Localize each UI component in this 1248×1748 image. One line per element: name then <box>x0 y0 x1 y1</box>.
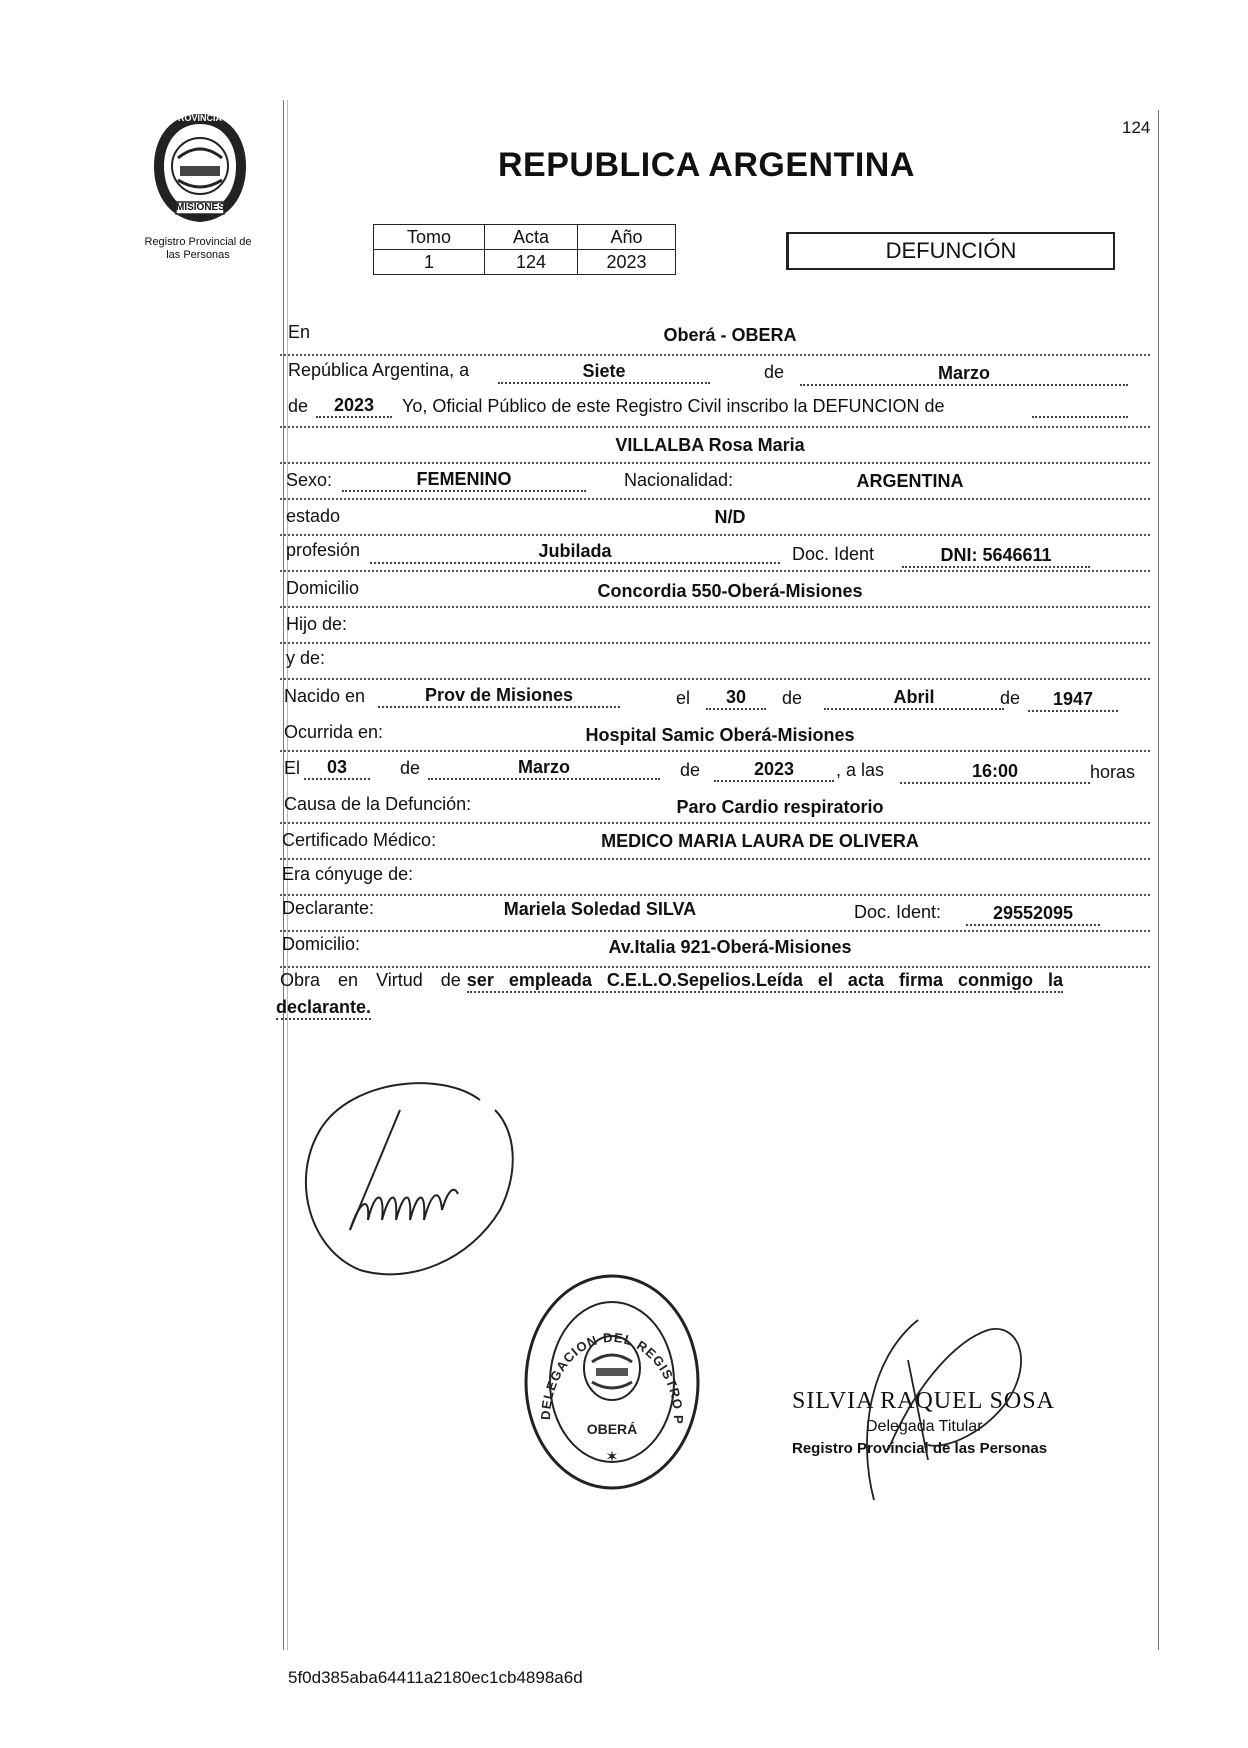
obra-text-continuation: declarante. <box>276 996 371 1020</box>
value-muerte-mes: Marzo <box>428 756 660 780</box>
value-nacido-anio: 1947 <box>1028 688 1118 712</box>
registry-table <box>373 224 676 275</box>
row-certificado <box>280 822 1150 860</box>
row-muerte-fecha <box>280 750 1150 786</box>
label-oficial: Yo, Oficial Público de este Registro Civil inscribo la DEFUNCION de <box>402 396 945 416</box>
row-year <box>280 390 1150 428</box>
value-domicilio2: Av.Italia 921-Oberá-Misiones <box>608 937 852 957</box>
label-causa: Causa de la Defunción: <box>284 794 472 814</box>
value-nacido-lugar: Prov de Misiones <box>378 684 620 708</box>
label-doc: Doc. Ident <box>792 544 875 564</box>
declarant-signature-icon <box>290 1070 530 1290</box>
obra-text: ser empleada C.E.L.O.Sepelios.Leída el acta firma conmigo la <box>467 970 1063 993</box>
label-domicilio: Domicilio <box>286 578 360 598</box>
label-republica: República Argentina, a <box>288 360 470 380</box>
registry-table-values <box>374 250 676 275</box>
row-domicilio2 <box>280 930 1150 968</box>
row-fecha <box>280 354 1150 390</box>
row-nacido <box>280 678 1150 714</box>
registry-value-anio: 2023 <box>578 250 676 275</box>
page-title: REPUBLICA ARGENTINA <box>498 146 915 184</box>
obra-word-4: de <box>440 970 461 990</box>
label-nacido: Nacido en <box>284 686 366 706</box>
registry-header-anio: Año <box>578 225 676 250</box>
row-yde <box>280 642 1150 680</box>
label-muerte-de2: de <box>680 760 701 780</box>
label-sexo: Sexo: <box>286 470 333 490</box>
row-ocurrida <box>280 714 1150 752</box>
registry-header-acta: Acta <box>485 225 578 250</box>
value-estado: N/D <box>714 507 746 527</box>
value-muerte-dia: 03 <box>304 756 370 780</box>
label-conyuge: Era cónyuge de: <box>282 864 414 884</box>
label-profesion: profesión <box>286 540 361 560</box>
value-certificado: MEDICO MARIA LAURA DE OLIVERA <box>601 831 919 851</box>
row-hijo <box>280 606 1150 644</box>
registry-table-header <box>374 225 676 250</box>
value-sexo: FEMENINO <box>342 468 586 492</box>
row-obra <box>276 966 1150 1026</box>
value-nacido-dia: 30 <box>706 686 766 710</box>
logo-text-top: PROVINCIA DE <box>172 113 237 123</box>
value-profesion: Jubilada <box>370 540 780 564</box>
label-domicilio2: Domicilio: <box>282 934 361 954</box>
value-declarante: Mariela Soledad SILVA <box>503 899 697 919</box>
delegation-seal <box>520 1270 704 1494</box>
seal-ring-text: DELEGACION DEL REGISTRO P <box>537 1329 687 1425</box>
obra-word-1: Obra <box>280 970 321 990</box>
value-causa: Paro Cardio respiratorio <box>676 797 884 817</box>
label-nacido-de2: de <box>1000 688 1021 708</box>
value-nacido-mes: Abril <box>824 686 1004 710</box>
row-conyuge <box>280 858 1150 896</box>
label-alas: , a las <box>836 760 885 780</box>
row-sexo <box>280 462 1150 500</box>
value-en: Oberá - OBERA <box>663 325 797 345</box>
label-horas: horas <box>1090 762 1136 782</box>
value-domicilio: Concordia 550-Oberá-Misiones <box>597 581 863 601</box>
seal-icon <box>520 1270 704 1494</box>
dots-oficial <box>1032 394 1128 418</box>
signatory-role: Delegada Titular <box>866 1418 983 1435</box>
label-hijo: Hijo de: <box>286 614 348 634</box>
row-name <box>280 426 1150 464</box>
label-de: de <box>764 362 785 382</box>
seal-city: OBERÁ <box>586 1421 638 1437</box>
label-el: el <box>676 688 691 708</box>
signatory-name: SILVIA RAQUEL SOSA <box>792 1388 1055 1414</box>
value-nacionalidad: ARGENTINA <box>856 471 964 491</box>
label-el2: El <box>284 758 301 778</box>
value-muerte-hora: 16:00 <box>900 760 1090 784</box>
right-margin-rule <box>1158 110 1159 1650</box>
record-type-box: DEFUNCIÓN <box>786 232 1115 270</box>
label-nacido-de1: de <box>782 688 803 708</box>
label-en: En <box>288 322 311 342</box>
value-day-word: Siete <box>498 360 710 384</box>
label-doc2: Doc. Ident: <box>854 902 942 922</box>
row-en <box>280 318 1150 356</box>
row-profesion <box>280 534 1150 572</box>
value-year: 2023 <box>316 394 392 418</box>
logo-text-bottom: MISIONES <box>176 202 225 213</box>
logo-caption-line2: las Personas <box>166 249 230 261</box>
registry-value-acta: 124 <box>485 250 578 275</box>
seal-star-icon: ✶ <box>605 1447 619 1466</box>
obra-word-2: en <box>338 970 359 990</box>
value-ocurrida: Hospital Samic Oberá-Misiones <box>585 725 855 745</box>
label-muerte-de1: de <box>400 758 421 778</box>
document-hash: 5f0d385aba64411a2180ec1cb4898a6d <box>288 1668 583 1687</box>
row-declarante <box>280 894 1150 932</box>
label-year-prefix: de <box>288 396 309 416</box>
signatory-office: Registro Provincial de las Personas <box>792 1440 1048 1457</box>
page-number: 124 <box>1122 118 1151 137</box>
obra-line-1 <box>280 970 1150 993</box>
row-causa <box>280 786 1150 824</box>
obra-word-3: Virtud <box>376 970 423 990</box>
logo-caption-line1: Registro Provincial de <box>144 236 252 248</box>
value-deceased-name: VILLALBA Rosa Maria <box>615 435 805 455</box>
label-estado: estado <box>286 506 341 526</box>
label-certificado: Certificado Médico: <box>282 830 437 850</box>
official-signature-icon <box>848 1300 1038 1520</box>
label-declarante: Declarante: <box>282 898 375 918</box>
logo-caption <box>128 236 268 262</box>
label-nacionalidad: Nacionalidad: <box>624 470 734 490</box>
value-doc: DNI: 5646611 <box>902 544 1090 568</box>
row-estado <box>280 498 1150 536</box>
registry-value-tomo: 1 <box>374 250 485 275</box>
value-doc2: 29552095 <box>966 902 1100 926</box>
row-domicilio <box>280 570 1150 608</box>
registry-header-tomo: Tomo <box>374 225 485 250</box>
value-month: Marzo <box>800 362 1128 386</box>
label-yde: y de: <box>286 648 326 668</box>
value-muerte-anio: 2023 <box>714 758 834 782</box>
label-ocurrida: Ocurrida en: <box>284 722 384 742</box>
